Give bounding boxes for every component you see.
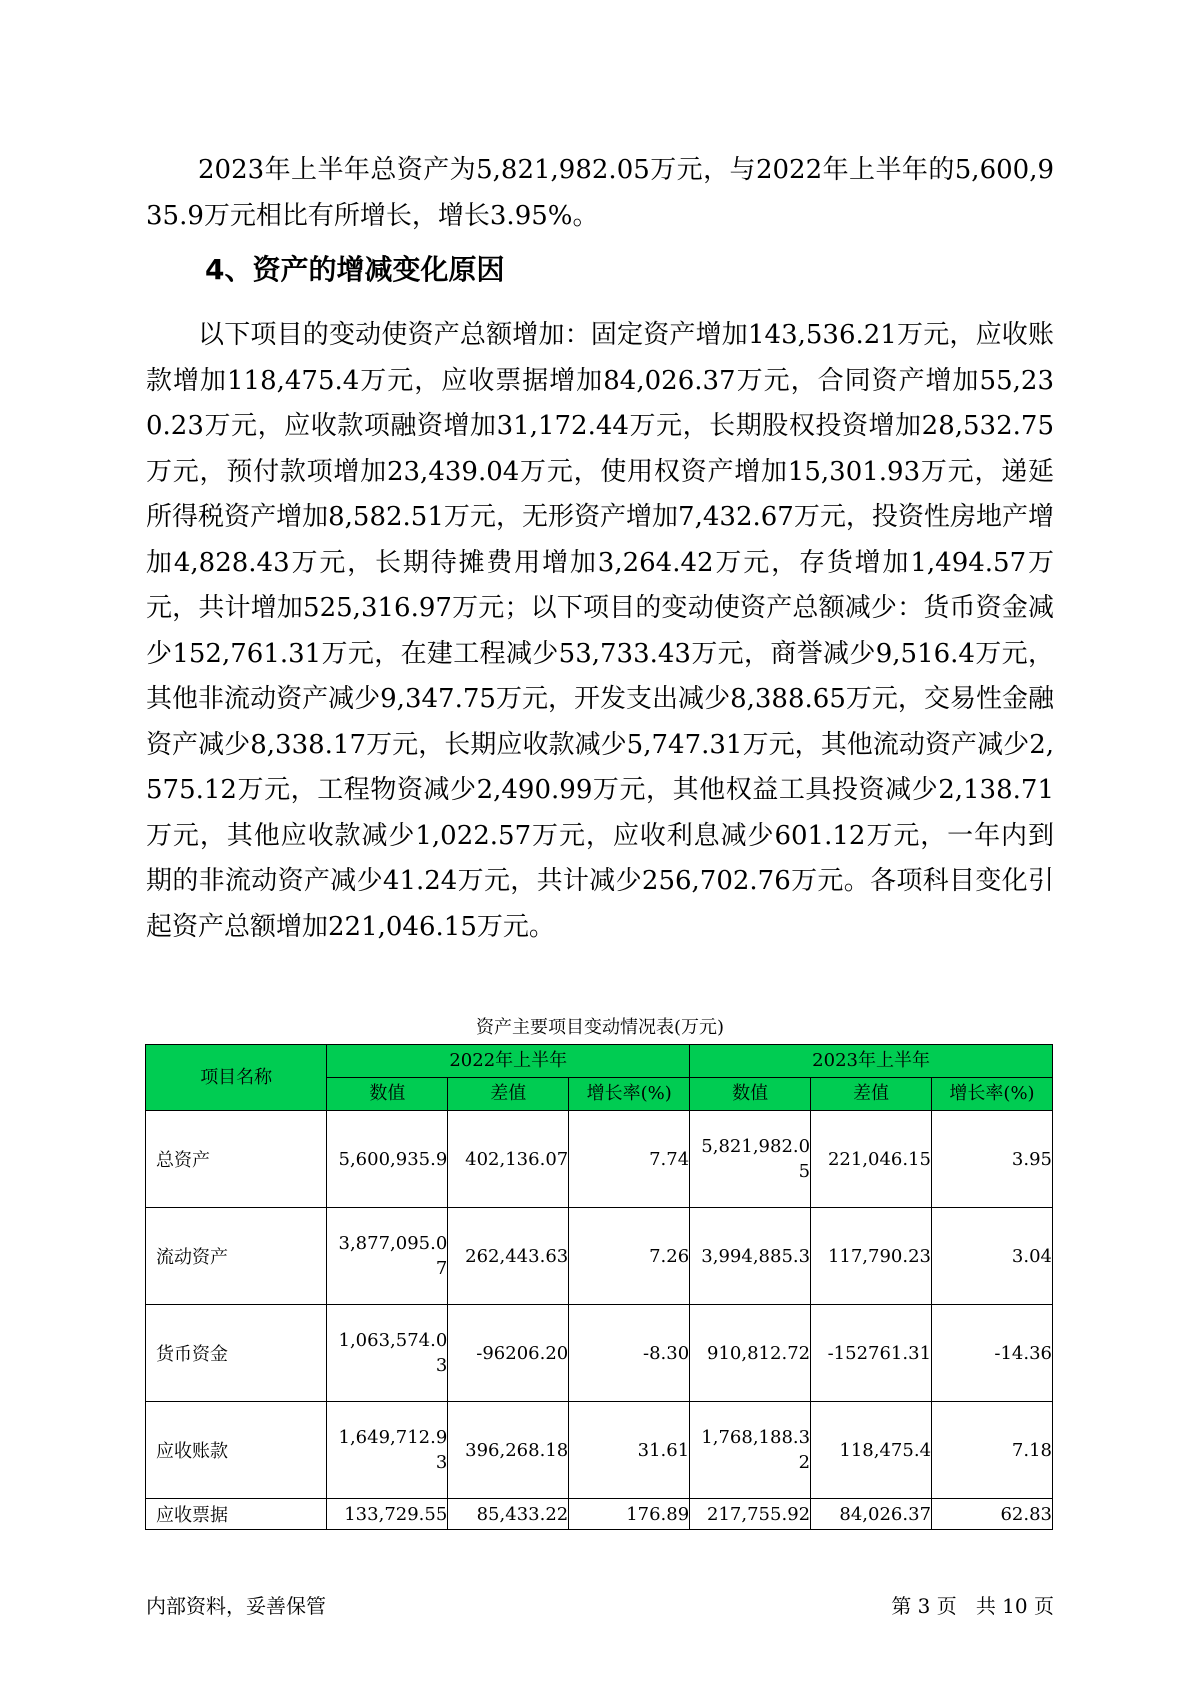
table-cell: 3.04 <box>932 1208 1053 1305</box>
difference-header: 差值 <box>811 1078 932 1111</box>
section-heading: 4、资产的增减变化原因 <box>205 253 505 286</box>
table-cell: 7.74 <box>569 1111 690 1208</box>
table-cell: 176.89 <box>569 1499 690 1530</box>
table-row <box>146 1402 1053 1499</box>
table-cell: -152761.31 <box>811 1305 932 1402</box>
growth-rate-header: 增长率(%) <box>569 1078 690 1111</box>
row-label: 总资产 <box>146 1111 327 1208</box>
table-cell: 402,136.07 <box>448 1111 569 1208</box>
value-header: 数值 <box>690 1078 811 1111</box>
table-cell: 118,475.4 <box>811 1402 932 1499</box>
table-row <box>146 1305 1053 1402</box>
table-cell: 1,768,188.32 <box>690 1402 811 1499</box>
table-row <box>146 1208 1053 1305</box>
table-cell: 5,600,935.9 <box>327 1111 448 1208</box>
table-caption: 资产主要项目变动情况表(万元) <box>475 1017 725 1038</box>
table-cell: 7.26 <box>569 1208 690 1305</box>
row-label: 应收票据 <box>146 1499 327 1530</box>
item-name-header: 项目名称 <box>146 1045 327 1111</box>
footer-confidential-note: 内部资料，妥善保管 <box>146 1594 326 1618</box>
table-cell: 85,433.22 <box>448 1499 569 1530</box>
table-cell: 262,443.63 <box>448 1208 569 1305</box>
table-row <box>146 1111 1053 1208</box>
table-cell: -8.30 <box>569 1305 690 1402</box>
table-cell: 7.18 <box>932 1402 1053 1499</box>
asset-change-paragraph: 以下项目的变动使资产总额增加：固定资产增加143,536.21万元，应收账款增加118,475.4万元，应收票据增加84,026.37万元，合同资产增加55,230.23万元，应收款项融资增加31,172.44万元，长期股权投资增加28,532.75万元，预付款项增加23,439.04万元，使用权资产增加15,301.93万元，递延所得税资产增加8,582.51万元，无形资产增加7,432.67万元，投资性房地产增加4,828.43万元，长期待摊费用增加3,264.42万元，存货增加1,494.57万元，共计增加525,316.97万元；以下项目的变动使资产总额减少：货币资金减少152,761.31万元，在建工程减少53,733.43万元，商誉减少9,516.4万元，其他非流动资产减少9,347.75万元，开发支出减少8,388.65万元，交易性金融资产减少8,338.17万元，长期应收款减少5,747.31万元，其他流动资产减少2,575.12万元，工程物资减少2,490.99万元，其他权益工具投资减少2,138.71万元，其他应收款减少1,022.57万元，应收利息减少601.12万元，一年内到期的非流动资产减少41.24万元，共计减少256,702.76万元。各项科目变化引起资产总额增加221,046.15万元。 <box>146 320 1054 942</box>
table-cell: 84,026.37 <box>811 1499 932 1530</box>
row-label: 货币资金 <box>146 1305 327 1402</box>
value-header: 数值 <box>327 1078 448 1111</box>
table-cell: 3,877,095.07 <box>327 1208 448 1305</box>
table-cell: 217,755.92 <box>690 1499 811 1530</box>
asset-change-table <box>145 1044 1053 1530</box>
table-cell: -14.36 <box>932 1305 1053 1402</box>
period-header-2022: 2022年上半年 <box>327 1045 690 1078</box>
table-cell: 5,821,982.05 <box>690 1111 811 1208</box>
table-cell: 396,268.18 <box>448 1402 569 1499</box>
row-label: 流动资产 <box>146 1208 327 1305</box>
table-row <box>146 1499 1053 1530</box>
table-cell: 1,063,574.03 <box>327 1305 448 1402</box>
table-cell: 910,812.72 <box>690 1305 811 1402</box>
growth-rate-header: 增长率(%) <box>932 1078 1053 1111</box>
period-header-2023: 2023年上半年 <box>690 1045 1053 1078</box>
row-label: 应收账款 <box>146 1402 327 1499</box>
total-assets-paragraph: 2023年上半年总资产为5,821,982.05万元，与2022年上半年的5,600,935.9万元相比有所增长，增长3.95%。 <box>146 155 1054 231</box>
table-cell: 133,729.55 <box>327 1499 448 1530</box>
table-cell: 221,046.15 <box>811 1111 932 1208</box>
table-cell: 117,790.23 <box>811 1208 932 1305</box>
difference-header: 差值 <box>448 1078 569 1111</box>
table-cell: 3.95 <box>932 1111 1053 1208</box>
table-cell: -96206.20 <box>448 1305 569 1402</box>
footer-page-number: 第 3 页 共 10 页 <box>891 1594 1054 1618</box>
table-cell: 1,649,712.93 <box>327 1402 448 1499</box>
table-cell: 62.83 <box>932 1499 1053 1530</box>
table-cell: 3,994,885.3 <box>690 1208 811 1305</box>
table-cell: 31.61 <box>569 1402 690 1499</box>
